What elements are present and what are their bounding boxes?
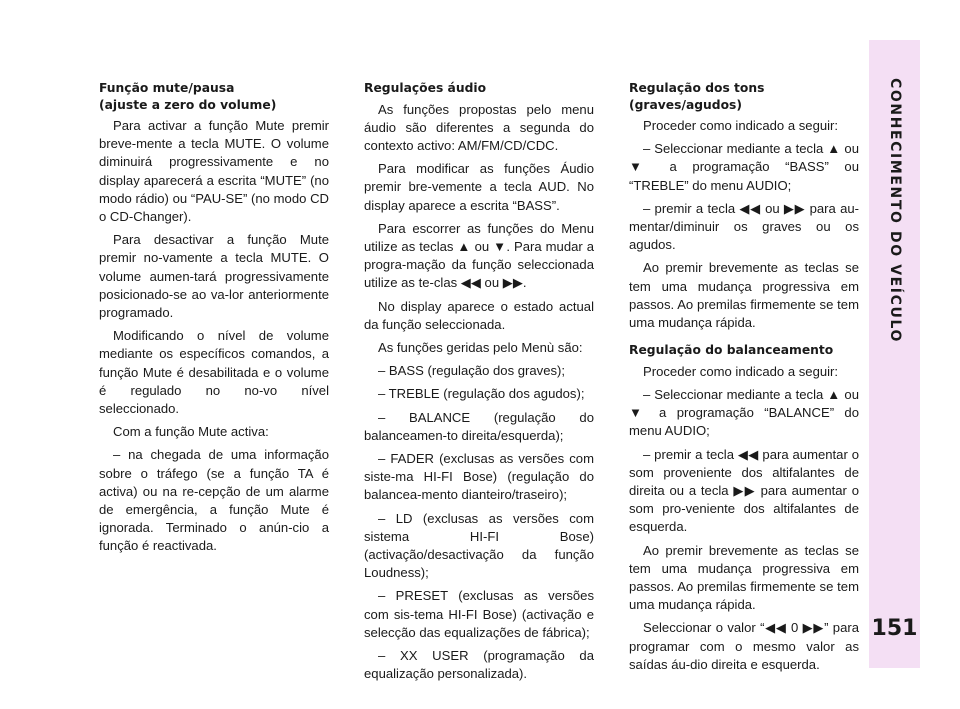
- list-item: – PRESET (exclusas as versões com sis-tema HI-FI Bose) (activação e selecção das equalizações de fábrica);: [364, 588, 594, 640]
- list-item: – FADER (exclusas as versões com siste-ma HI-FI Bose) (regulação do balancea-mento dianteiro/traseiro);: [364, 450, 594, 503]
- paragraph: Com a função Mute activa:: [113, 424, 269, 440]
- paragraph: Seleccionar o valor “◀◀ 0 ▶▶” para programar com o mesmo valor as saídas áu-dio direita e esquerda.: [629, 620, 859, 672]
- chapter-title-vertical: [869, 78, 920, 438]
- paragraph: As funções geridas pelo Menù são:: [378, 339, 583, 355]
- paragraph: Modificando o nível de volume mediante os específicos comandos, a função Mute é desabilitada e o volume é regulado no no-vo nível seleccionado.: [99, 328, 329, 417]
- list-item: – LD (exclusas as versões com sistema HI-FI Bose) (activação/desactivação da função Loudness);: [364, 510, 594, 581]
- paragraph: Ao premir brevemente as teclas se tem uma mudança progressiva em passos. Ao premilas firmemente se tem uma mudança rápida.: [629, 542, 859, 613]
- heading-tones: [629, 80, 859, 113]
- heading-audio: Regulações áudio: [364, 81, 487, 95]
- list-item: – XX USER (programação da equalização personalizada).: [364, 647, 594, 682]
- list-item: – TREBLE (regulação dos agudos);: [378, 386, 585, 402]
- paragraph: – premir a tecla ◀◀ para aumentar o som proveniente dos altifalantes de direita ou a tecla ▶▶ para aumentar o som pro-veniente dos altifalantes de esquerda.: [629, 446, 859, 535]
- paragraph: – Seleccionar mediante a tecla ▲ ou ▼ a programação “BASS” ou “TREBLE” do menu AUDIO;: [629, 141, 859, 193]
- paragraph: – na chegada de uma informação sobre o tráfego (se a função TA é activa) ou na re-cepção de um alarme de emergência, a função Mute é ignorada. Terminado o anún-cio a função é reactivada.: [99, 447, 329, 554]
- paragraph: As funções propostas pelo menu áudio são diferentes a segunda do contexto activo: AM/FM/CD/CDC.: [364, 101, 594, 153]
- heading-mute: [99, 80, 329, 113]
- column-audio-settings: [364, 80, 594, 688]
- list-item: – BASS (regulação dos graves);: [378, 363, 566, 379]
- chapter-sidebar: [869, 40, 920, 668]
- paragraph: – premir a tecla ◀◀ ou ▶▶ para au-mentar/diminuir os graves ou os agudos.: [629, 200, 859, 253]
- list-item: – BALANCE (regulação do balanceamen-to direita/esquerda);: [364, 409, 594, 443]
- paragraph: Para activar a função Mute premir breve-mente a tecla MUTE. O volume diminuirá progressivamente e no display aparecerá a escrita “MUTE” (no modo rádio) ou “PAU-SE” (no modo CD o CD-Changer).: [99, 118, 329, 225]
- heading-tones-line2: (graves/agudos): [629, 97, 742, 112]
- paragraph: Para desactivar a função Mute premir no-vamente a tecla MUTE. O volume aumen-tará progressivamente posicionado-se ao va-lor anteriormente programado.: [99, 232, 329, 321]
- paragraph: Ao premir brevemente as teclas se tem uma mudança progressiva em passos. Ao premilas firmemente se tem uma mudança rápida.: [629, 260, 859, 331]
- page-number: 151: [871, 616, 918, 641]
- paragraph: No display aparece o estado actual da função seleccionada.: [364, 298, 594, 332]
- chapter-title: CONHECIMENTO DO VEÍCULO: [886, 78, 903, 343]
- paragraph: Proceder como indicado a seguir:: [643, 363, 839, 379]
- heading-mute-line2: (ajuste a zero do volume): [99, 97, 277, 112]
- paragraph: Proceder como indicado a seguir:: [643, 118, 839, 133]
- heading-tones-line1: Regulação dos tons: [629, 81, 765, 95]
- heading-mute-line1: Função mute/pausa: [99, 81, 235, 95]
- paragraph: – Seleccionar mediante a tecla ▲ ou ▼ a programação “BALANCE” do menu AUDIO;: [629, 386, 859, 439]
- heading-balance: Regulação do balanceamento: [629, 343, 834, 358]
- column-tone-balance: [629, 80, 859, 679]
- paragraph: Para modificar as funções Áudio premir bre-vemente a tecla AUD. No display aparece a escrita “BASS”.: [364, 161, 594, 213]
- paragraph: Para escorrer as funções do Menu utilize as teclas ▲ ou ▼. Para mudar a progra-mação da função seleccionada utilize as te-clas ◀◀ ou ▶▶.: [364, 220, 594, 291]
- column-mute-pause: [99, 80, 329, 561]
